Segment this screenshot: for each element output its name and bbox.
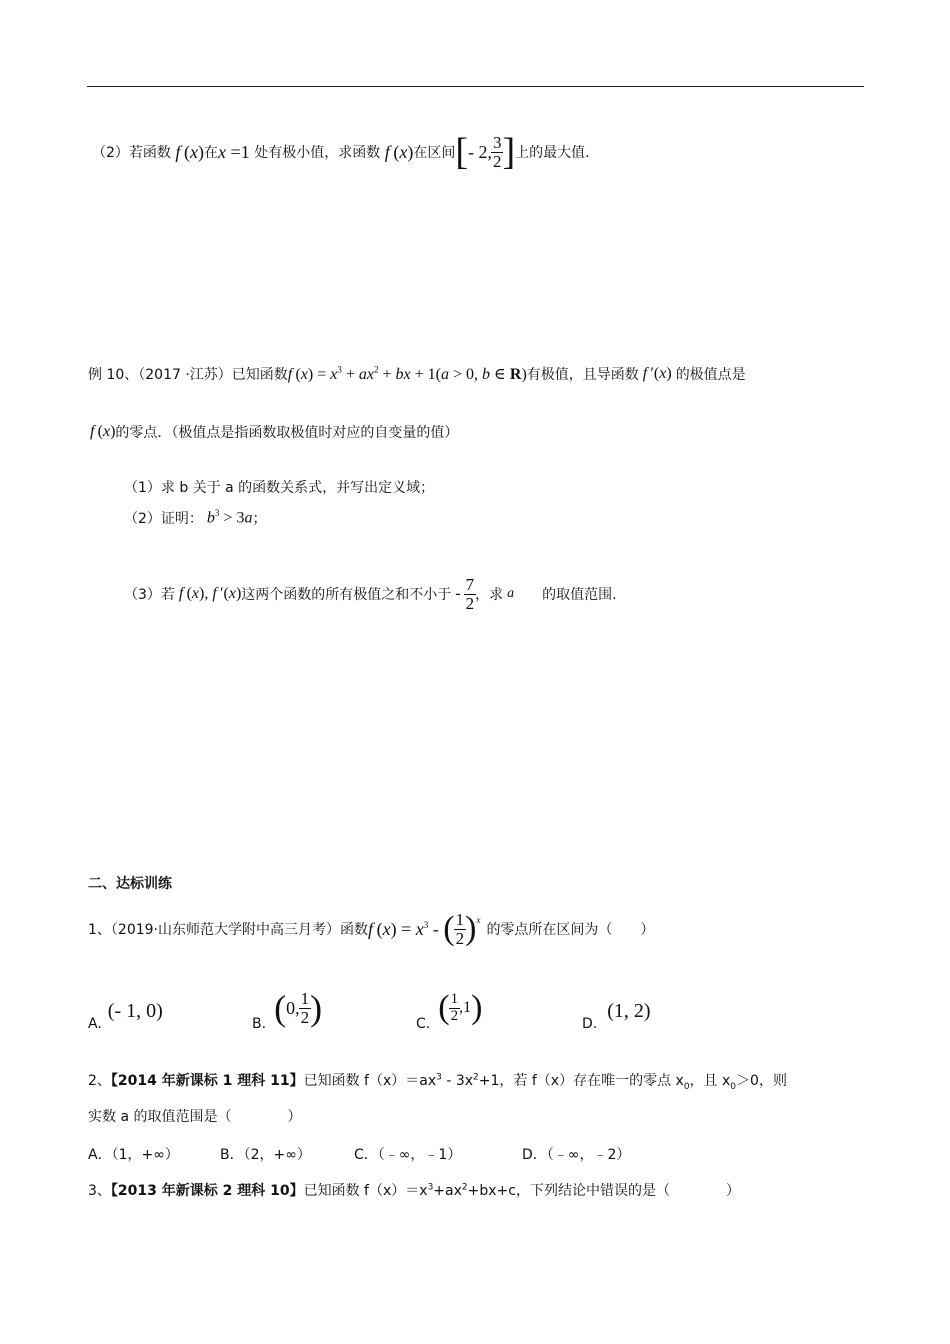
header-rule (87, 86, 864, 87)
ex10-q3-mid: 这两个函数的所有极值之和不小于 (241, 587, 452, 603)
formula-fx-2: f (x) (384, 141, 414, 162)
ex10-line2 (90, 418, 458, 446)
q1-option-c-value: ( $\frac{1}{2}$ ,1 ) (438, 989, 483, 1026)
q2-option-a[interactable]: A．（1，+∞） (88, 1147, 179, 1163)
formula-ex10-fx: f $(x) = x^3 + ax^2$ + bx + 1(a > 0, b ∈ R) (287, 364, 527, 383)
q3-line: 3、【2013 年新课标 2 理科 10】已知函数 $f(x)=x^3+ax^2+bx+c$，下列结论中错误的是（ ） (88, 1182, 740, 1199)
q2-text4: ，且 x (689, 1073, 731, 1089)
q2-text5: ＞0，则 (736, 1073, 787, 1089)
q2-line1: 2、【2014 年新课标 1 理科 11】已知函数 $f(x)=ax^3 - 3x^2+1$，若 f（x）存在唯一的零点 $x_0$，且 $x_0>0$，则 (88, 1072, 787, 1092)
ex10-q3-lead: （3）若 (124, 587, 175, 603)
q1-option-d[interactable] (582, 992, 651, 1040)
ex10-line1 (88, 356, 746, 392)
q1-option-a[interactable] (88, 992, 163, 1040)
formula-q1: f $(x) = x^3$ - ( $\frac{1}{2}$ ) x (368, 909, 481, 948)
ex10-q3-tail: 的取值范围. (542, 587, 617, 603)
q1-option-a-label: A. (88, 1016, 102, 1032)
formula-fx-3: f (x) (90, 423, 116, 440)
q3-text1: 已知函数 f（x）＝x (303, 1183, 428, 1199)
ex10-q2-lead: （2）证明： (124, 511, 203, 527)
ex10-lead: 例 10、（2017 ·江苏）已知函数 (88, 367, 288, 383)
ex10-q2 (124, 505, 266, 531)
q2-text1: 已知函数 f（x）＝ax (303, 1073, 437, 1089)
q1-option-c-label: C. (416, 1016, 431, 1032)
q2-line2: 实数 a 的取值范围是（ ） (88, 1109, 302, 1125)
formula-b3-gt-3a: $b^3 > 3a$ (206, 508, 253, 527)
q1-option-d-label: D. (582, 1016, 598, 1032)
q1-option-d-value: (1, 2) (607, 999, 651, 1022)
q1-option-b[interactable] (252, 984, 322, 1040)
part2-mid3: 在区间 (413, 145, 456, 161)
q3-source: 【2013 年新课标 2 理科 10】 (110, 1183, 304, 1199)
formula-interval: [ - 2, $\frac{3}{2}$ ] (455, 131, 516, 173)
ex10-line2-text: 的零点．（极值点是指函数取极值时对应的自变量的值） (115, 425, 459, 441)
q2-text3: +1，若 f（x）存在唯一的零点 x (478, 1073, 684, 1089)
part2-lead: （2）若函数 (92, 145, 171, 161)
ex10-q2-end: ； (252, 511, 267, 527)
part2-mid2: 处有极小值，求函数 (254, 145, 381, 161)
q1-line (88, 900, 654, 958)
part2-tail: 上的最大值. (515, 145, 590, 161)
ex10-tail: 的极值点是 (675, 367, 746, 383)
ex10-mid: 有极值，且导函数 (526, 367, 639, 383)
part2-line (92, 124, 590, 180)
section-title: 二、达标训练 (88, 876, 172, 892)
q2-option-b[interactable]: B．（2，+∞） (220, 1147, 311, 1163)
ex10-q3-comma: ，求 (475, 587, 504, 603)
q1-lead: 1、（2019·山东师范大学附中高三月考）函数 (88, 922, 368, 938)
part2-mid1: 在 (204, 145, 219, 161)
formula-f-fprime: f (x), f ′(x) (178, 585, 242, 602)
q2-option-c[interactable]: C．（﹣∞，﹣1） (354, 1147, 462, 1163)
q1-option-c[interactable] (416, 984, 482, 1040)
q2-text2: - 3x (441, 1073, 474, 1089)
q1-option-a-value: (- 1, 0) (107, 999, 163, 1022)
formula-fprime: f ′(x) (642, 365, 676, 382)
ex10-q1: （1）求 b 关于 a 的函数关系式，并写出定义域； (124, 480, 435, 496)
q1-option-b-label: B. (252, 1016, 267, 1032)
q3-prefix: 3、 (88, 1183, 111, 1199)
formula-x-eq-1: x =1 (218, 141, 255, 162)
q3-text2: +ax (433, 1183, 462, 1199)
ex10-q3-a: a (507, 586, 515, 601)
q2-option-d[interactable]: D．（﹣∞，﹣2） (522, 1147, 631, 1163)
q1-option-b-value: ( 0, $\frac{1}{2}$ ) (274, 988, 323, 1028)
formula-fx: f (x) (175, 141, 205, 162)
q2-prefix: 2、 (88, 1073, 111, 1089)
ex10-q3 (124, 562, 617, 626)
q2-source: 【2014 年新课标 1 理科 11】 (110, 1073, 304, 1089)
q3-text3: +bx+c，下列结论中错误的是（ ） (467, 1183, 740, 1199)
q1-tail: 的零点所在区间为（ ） (486, 922, 655, 938)
formula-neg-7-2: - $\frac{7}{2}$ (455, 574, 475, 613)
